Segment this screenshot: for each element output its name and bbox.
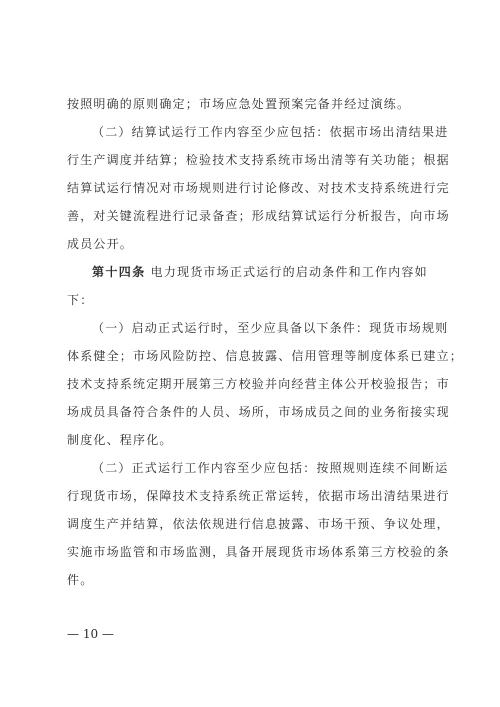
page-number: — 10 —	[67, 627, 114, 641]
text-line: （一）启动正式运行时，至少应具备以下条件：现货市场规则	[92, 321, 449, 335]
text-line: 技术支持系统定期开展第三方校验并向经营主体公开校验报告；市	[67, 377, 450, 391]
article-text: 电力现货市场正式运行的启动条件和工作内容如	[150, 265, 428, 279]
text-line: 体系健全；市场风险防控、信息披露、信用管理等制度体系已建立；	[67, 349, 464, 363]
text-line: （二）正式运行工作内容至少应包括：按照规则连续不间断运	[92, 461, 449, 475]
text-line: 实施市场监管和市场监测，具备开展现货市场体系第三方校验的条	[67, 545, 450, 559]
text-line: 下：	[67, 293, 94, 307]
article-heading-line	[92, 265, 428, 279]
text-line: 按照明确的原则确定；市场应急处置预案完备并经过演练。	[67, 97, 411, 111]
text-line: 场成员具备符合条件的人员、场所，市场成员之间的业务衔接实现	[67, 405, 450, 419]
text-line: 行现货市场，保障技术支持系统正常运转，依据市场出清结果进行	[67, 489, 450, 503]
text-line: 结算试运行情况对市场规则进行讨论修改、对技术支持系统进行完	[67, 181, 450, 195]
article-label: 第十四条	[92, 265, 146, 279]
text-line: 成员公开。	[67, 237, 134, 251]
text-line: 行生产调度并结算；检验技术支持系统市场出清等有关功能；根据	[67, 153, 450, 167]
text-line: 善，对关键流程进行记录备查；形成结算试运行分析报告，向市场	[67, 209, 450, 223]
text-line: 件。	[67, 573, 94, 587]
text-line: （二）结算试运行工作内容至少应包括：依据市场出清结果进	[92, 125, 449, 139]
text-line: 调度生产并结算，依法依规进行信息披露、市场干预、争议处理，	[67, 517, 450, 531]
text-line: 制度化、程序化。	[67, 433, 173, 447]
